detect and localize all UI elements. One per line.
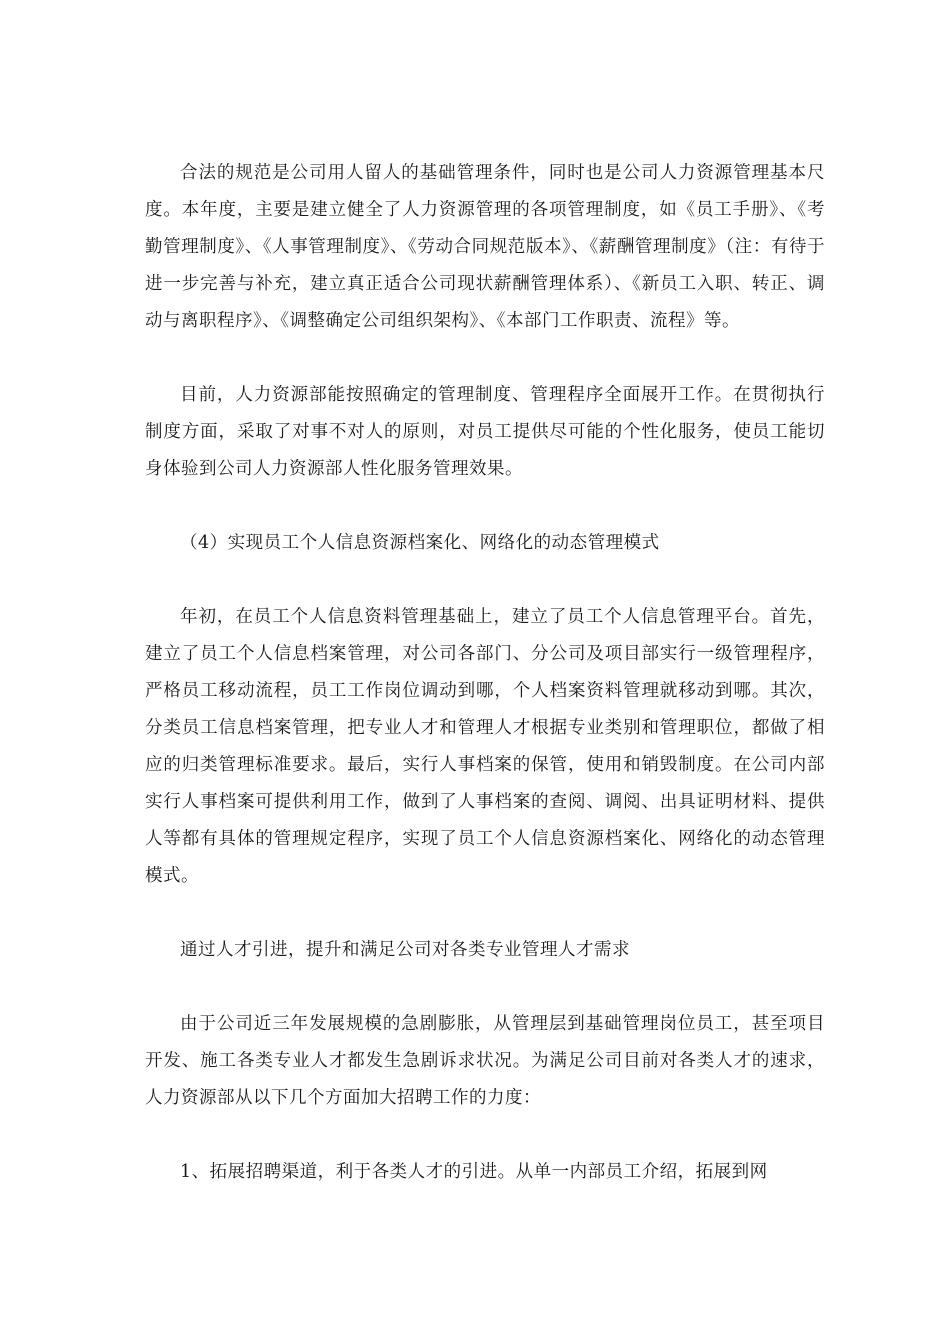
paragraph-regulations: 合法的规范是公司用人留人的基础管理条件，同时也是公司人力资源管理基本尺度。本年度，主要是建立健全了人力资源管理的各项管理制度，如《员工手册》、《考勤管理制度》、《人事管理制度》、《劳动合同规范版本》、《薪酬管理制度》（注：有待于进一步完善与补充，建立真正适合公司现状薪酬管理体系）、《新员工入职、转正、调动与离职程序》、《调整确定公司组织架构》、《本部门工作职责、流程》等。: [145, 163, 825, 331]
document-body: [145, 155, 825, 1228]
paragraph-talent-demand: 由于公司近三年发展规模的急剧膨胀，从管理层到基础管理岗位员工，甚至项目开发、施工各类专业人才都发生急剧诉求状况。为满足公司目前对各类人才的速求，人力资源部从以下几个方面加大招聘工作的力度：: [145, 1014, 825, 1108]
section-heading-talent: 通过人才引进，提升和满足公司对各类专业管理人才需求: [180, 940, 630, 960]
paragraph-implementation: 目前，人力资源部能按照确定的管理制度、管理程序全面展开工作。在贯彻执行制度方面，采取了对事不对人的原则，对员工提供尽可能的个性化服务，使员工能切身体验到公司人力资源部人性化服务管理效果。: [145, 385, 825, 479]
section-heading-archives: （4）实现员工个人信息资源档案化、网络化的动态管理模式: [180, 533, 660, 553]
paragraph-archives: 年初，在员工个人信息资料管理基础上，建立了员工个人信息管理平台。首先，建立了员工个人信息档案管理，对公司各部门、分公司及项目部实行一级管理程序，严格员工移动流程，员工工作岗位调动到哪，个人档案资料管理就移动到哪。其次，分类员工信息档案管理，把专业人才和管理人才根据专业类别和管理职位，都做了相应的归类管理标准要求。最后，实行人事档案的保管，使用和销毁制度。在公司内部实行人事档案可提供利用工作，做到了人事档案的查阅、调阅、出具证明材料、提供人等都有具体的管理规定程序，实现了员工个人信息资源档案化、网络化的动态管理模式。: [145, 607, 825, 886]
paragraph-recruitment-channels: 1、拓展招聘渠道，利于各类人才的引进。从单一内部员工介绍，拓展到网: [180, 1162, 768, 1182]
